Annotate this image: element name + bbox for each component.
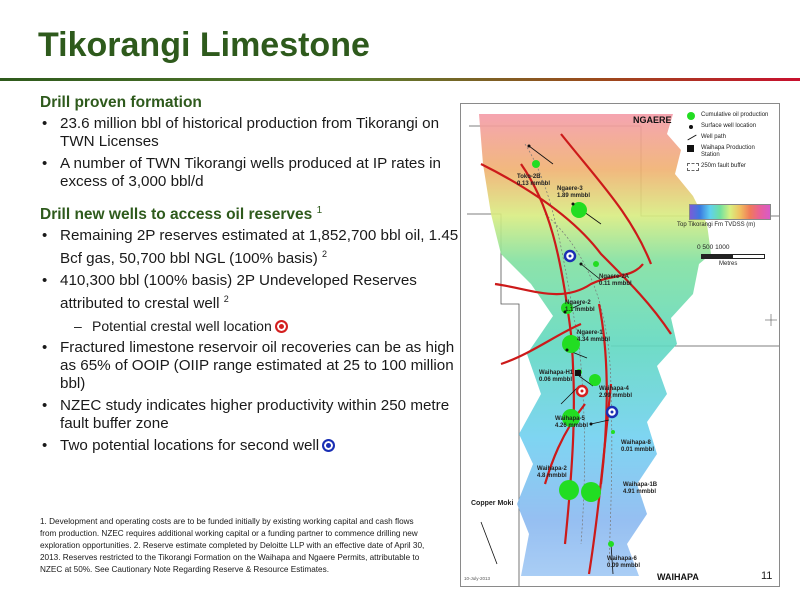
well-path-icon xyxy=(687,135,696,141)
well-label: Ngaere-1 4.34 mmbbl xyxy=(577,330,611,343)
legend-station: Waihapa Production Station xyxy=(685,145,775,159)
well-label: Toko-2B 0.13 mmbbl xyxy=(517,174,551,187)
scale-unit: Metres xyxy=(719,261,738,267)
title-divider xyxy=(0,78,800,81)
bullet-item: • Two potential locations for second well xyxy=(40,437,460,455)
well-label: Waihapa-H1 0.06 mmbbl xyxy=(539,370,574,383)
well-label: Waihapa-5 4.26 mmbbl xyxy=(555,416,589,429)
slide-content xyxy=(40,94,460,459)
crestal-well-marker-icon xyxy=(275,320,288,333)
depth-colorbar xyxy=(689,204,771,220)
region-label-waihapa: WAIHAPA xyxy=(657,572,699,582)
legend-well-path: Well path xyxy=(685,134,775,141)
legend-buffer: 250m fault buffer xyxy=(685,163,775,170)
colorbar-label: Top Tikorangi Fm TVDSS (m) xyxy=(677,222,756,228)
slide-title: Tikorangi Limestone xyxy=(38,26,370,64)
well-label: Waihapa-6 0.09 mmbbl xyxy=(607,556,641,569)
scale-values: 0 500 1000 xyxy=(697,244,730,251)
sub-bullet-crestal: – Potential crestal well location xyxy=(40,317,460,335)
bullet-item: • NZEC study indicates higher productivity within 250 metre fault buffer zone xyxy=(40,397,460,433)
page-number: 11 xyxy=(761,570,773,582)
map-date: 10-July-2013 xyxy=(464,576,491,581)
well-label: Waihapa-2 4.8 mmbbl xyxy=(537,466,567,479)
copper-moki-label: Copper Moki xyxy=(471,500,514,507)
bullet-item: • 23.6 million bbl of historical production from Tikorangi on TWN Licenses xyxy=(40,115,460,151)
well-label: Ngaere-2 1.1 mmbbl xyxy=(565,300,595,313)
bullet-list-new-wells-cont xyxy=(40,339,460,455)
black-dot-icon xyxy=(689,125,693,129)
black-square-icon xyxy=(687,145,694,152)
footnote: 1. Development and operating costs are to be funded initially by existing working capital and cash flows from production. NZEC requires additional working capital or a funding partner to commence drilling new exploration opportunities. 2. Reserve estimate completed by Deloitte LLP with an effective date of April 30, 2013. Reserves restricted to the Tikorangi Formation on the Waihapa and Ngaere Permits, attributable to NZEC at 50%. See Cautionary Note Regarding Reserve & Resource Estimates. xyxy=(40,517,425,574)
well-label: Waihapa-8 0.01 mmbbl xyxy=(621,440,655,453)
bullet-item: • 410,300 bbl (100% basis) 2P Undeveloped Reserves attributed to crestal well $^2$ xyxy=(40,272,460,313)
field-map xyxy=(460,103,780,587)
well-label: Ngaere-3 1.89 mmbbl xyxy=(557,186,591,199)
well-label: Waihapa-4 2.99 mmbbl xyxy=(599,386,633,399)
well-label: Ngaere-2A 0.11 mmbbl xyxy=(599,274,632,287)
dashed-box-icon xyxy=(687,163,699,171)
section-heading-proven: Drill proven formation xyxy=(40,94,202,111)
bullet-list-new-wells xyxy=(40,227,460,313)
well-label: Waihapa-1B 4.91 mmbbl xyxy=(623,482,658,495)
region-label-ngaere: NGAERE xyxy=(633,115,672,125)
bullet-item: • A number of TWN Tikorangi wells produced at IP rates in excess of 3,000 bbl/d xyxy=(40,155,460,191)
green-circle-icon xyxy=(687,112,695,120)
bullet-list-proven xyxy=(40,115,460,191)
bullet-item: • Fractured limestone reservoir oil recoveries can be as high as 65% of OOIP (OIIP range estimated at 25 to 100 million bbl) xyxy=(40,339,460,393)
map-graphic xyxy=(461,104,779,586)
scale-bar xyxy=(701,254,765,259)
map-legend xyxy=(685,112,775,174)
section-heading-new-wells: Drill new wells to access oil reserves $^1$ xyxy=(40,205,323,224)
legend-cumulative: Cumulative oil production xyxy=(685,112,775,119)
bullet-item: • Remaining 2P reserves estimated at 1,852,700 bbl oil, 1.45 Bcf gas, 50,700 bbl NGL (100% basis) $^2$ xyxy=(40,227,460,268)
legend-surface-well: Surface well location xyxy=(685,123,775,130)
second-well-marker-icon xyxy=(322,439,335,452)
